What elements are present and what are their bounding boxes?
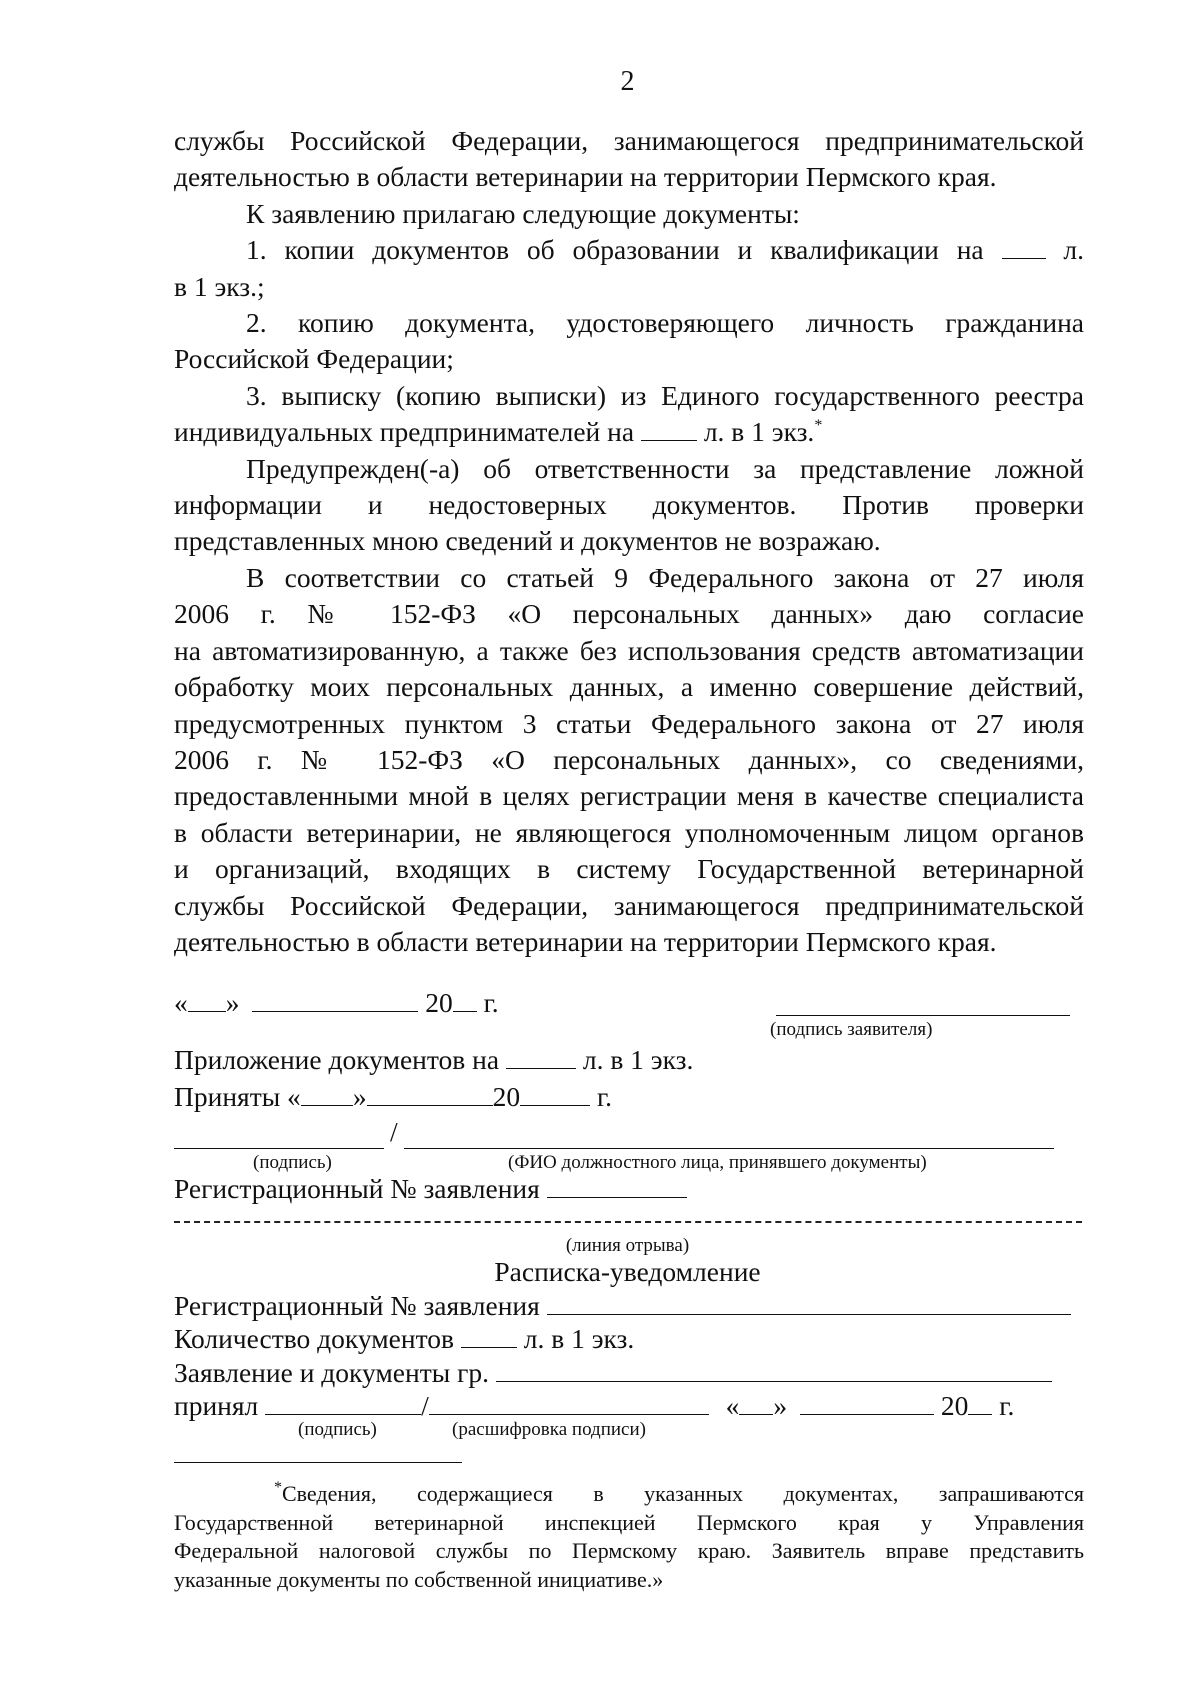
- accepted-row: Приняты « » 20 г.: [174, 1081, 612, 1112]
- consent-line: В соответствии со статьей 9 Федерального закона от 27 июля: [246, 561, 1084, 593]
- signature-caption: (подпись): [253, 1152, 332, 1173]
- receipt-title: Расписка-уведомление: [494, 1256, 761, 1287]
- paragraph-line: деятельностью в области ветеринарии на территории Пермского края.: [174, 161, 997, 193]
- consent-line: предусмотренных пунктом 3 статьи Федерального закона от 27 июля: [174, 707, 1084, 739]
- date-row: « » 20 г.: [174, 987, 499, 1018]
- paragraph-line: службы Российской Федерации, занимающегося предпринимательской: [174, 125, 1084, 156]
- official-caption: (ФИО должностного лица, принявшего документы): [508, 1152, 927, 1173]
- attachment-item-3: 3. выписку (копию выписки) из Единого государственного реестра: [246, 379, 1084, 411]
- footnote-mark: *: [814, 417, 823, 435]
- applicant-signature-line: [776, 1015, 1070, 1016]
- footnote-line: *Сведения, содержащиеся в указанных документах, запрашиваются: [274, 1479, 1084, 1506]
- signature-line: [174, 1148, 384, 1149]
- attachment-item-2: 2. копию документа, удостоверяющего личность гражданина: [246, 307, 1084, 339]
- footnote-line: Федеральной налоговой службы по Пермскому краю. Заявитель вправе представить: [174, 1538, 1084, 1563]
- registration-number-row: Регистрационный № заявления: [174, 1173, 687, 1205]
- tear-line: [174, 1221, 1082, 1223]
- official-name-line: [404, 1148, 1054, 1149]
- footnote-line: указанные документы по собственной инициативе.»: [174, 1566, 664, 1592]
- receipt-from-row: Заявление и документы гр.: [174, 1357, 1052, 1389]
- footnote: [174, 1480, 1084, 1594]
- receipt-signature-caption: (подпись): [298, 1419, 377, 1440]
- page-number: 2: [620, 66, 635, 97]
- attachments-intro: К заявлению прилагаю следующие документы:: [246, 197, 800, 229]
- receipt-decode-caption: (расшифровка подписи): [452, 1419, 646, 1440]
- attachment-item-3-cont: индивидуальных предпринимателей на л. в 1 экз.*: [174, 416, 823, 448]
- consent-line: деятельностью в области ветеринарии на территории Пермского края.: [174, 925, 997, 957]
- consent-line: 2006 г. № 152-ФЗ «О персональных данных» даю согласие: [174, 598, 1084, 630]
- consent-line: на автоматизированную, а также без использования средств автоматизации: [174, 634, 1084, 666]
- consent-line: обработку моих персональных данных, а именно совершение действий,: [174, 671, 1084, 703]
- receipt-count-row: Количество документов л. в 1 экз.: [174, 1323, 635, 1354]
- receipt-registration-row: Регистрационный № заявления: [174, 1290, 1071, 1322]
- warning-line: Предупрежден(-а) об ответственности за представление ложной: [246, 452, 1084, 484]
- footnote-line: Государственной ветеринарной инспекцией Пермского края у Управления: [174, 1509, 1084, 1535]
- warning-line: представленных мною сведений и документов не возражаю.: [174, 525, 881, 557]
- consent-line: 2006 г. № 152-ФЗ «О персональных данных», со сведениями,: [174, 743, 1084, 775]
- footnote-rule: [174, 1462, 462, 1463]
- receipt-accepted-row: принял / « » 20 г.: [174, 1390, 1015, 1421]
- blank-field: [641, 418, 697, 441]
- consent-line: и организаций, входящих в систему Государственной ветеринарной: [174, 853, 1084, 885]
- blank-field: [1002, 236, 1046, 259]
- consent-line: предоставленными мной в целях регистрации меня в качестве специалиста: [174, 780, 1084, 812]
- tear-line-caption: (линия отрыва): [565, 1235, 690, 1256]
- attachment-item-1-cont: в 1 экз.;: [174, 270, 265, 302]
- attachments-count-row: Приложение документов на л. в 1 экз.: [174, 1044, 694, 1075]
- document-body: [174, 123, 1084, 960]
- consent-line: в области ветеринарии, не являющегося уполномоченным лицом органов: [174, 816, 1084, 848]
- attachment-item-1: 1. копии документов об образовании и квалификации на л.: [246, 234, 1084, 266]
- warning-line: информации и недостоверных документов. Против проверки: [174, 489, 1084, 521]
- consent-line: службы Российской Федерации, занимающегося предпринимательской: [174, 889, 1084, 921]
- signature-caption: (подпись заявителя): [770, 1019, 933, 1040]
- attachment-item-2-cont: Российской Федерации;: [174, 343, 454, 375]
- slash: /: [390, 1116, 398, 1147]
